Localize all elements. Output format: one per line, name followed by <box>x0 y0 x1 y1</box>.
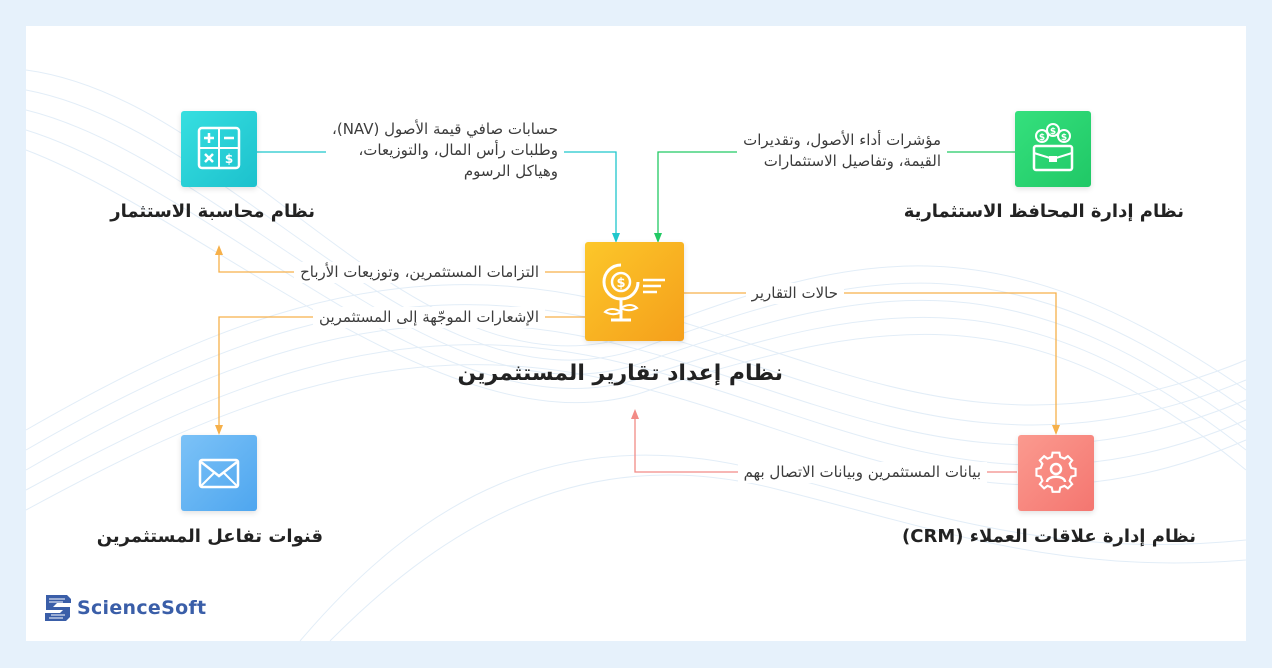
user-gear-icon <box>1018 435 1094 511</box>
label-line: القيمة، وتفاصيل الاستثمارات <box>763 152 941 170</box>
calculator-icon <box>181 111 257 187</box>
sciencesoft-logo-mark <box>43 593 73 623</box>
sciencesoft-logo <box>43 593 213 623</box>
label-center-to-channels: الإشعارات الموجّهة إلى المستثمرين <box>313 307 545 328</box>
label-accounting-to-center <box>326 119 564 182</box>
investor-reporting-system-title: نظام إعداد تقارير المستثمرين <box>457 361 783 386</box>
label-portfolio-to-center <box>737 130 947 172</box>
label-line: حسابات صافي قيمة الأصول (NAV)، <box>331 120 558 138</box>
crm-system-title: نظام إدارة علاقات العملاء (CRM) <box>902 526 1196 547</box>
portfolio-system-title: نظام إدارة المحافظ الاستثمارية <box>903 201 1184 222</box>
briefcase-money-icon <box>1015 111 1091 187</box>
label-line: وهياكل الرسوم <box>463 162 558 180</box>
svg-text:$: $ <box>1049 127 1057 137</box>
investor-channels-title: قنوات تفاعل المستثمرين <box>96 526 323 547</box>
label-line: مؤشرات أداء الأصول، وتقديرات <box>743 131 941 149</box>
label-center-to-accounting: التزامات المستثمرين، وتوزيعات الأرباح <box>294 262 545 283</box>
accounting-system-title: نظام محاسبة الاستثمار <box>110 201 315 222</box>
label-center-to-crm: حالات التقارير <box>746 283 844 304</box>
label-line: وطلبات رأس المال، والتوزيعات، <box>358 141 558 159</box>
svg-text:$: $ <box>616 276 626 291</box>
label-crm-to-center: بيانات المستثمرين وبيانات الاتصال بهم <box>738 462 987 483</box>
sciencesoft-logo-text: ScienceSoft <box>77 597 207 619</box>
svg-text:$: $ <box>1038 133 1046 143</box>
envelope-icon <box>181 435 257 511</box>
svg-text:$: $ <box>224 152 234 166</box>
svg-text:$: $ <box>1060 133 1068 143</box>
investment-growth-icon <box>585 242 684 341</box>
